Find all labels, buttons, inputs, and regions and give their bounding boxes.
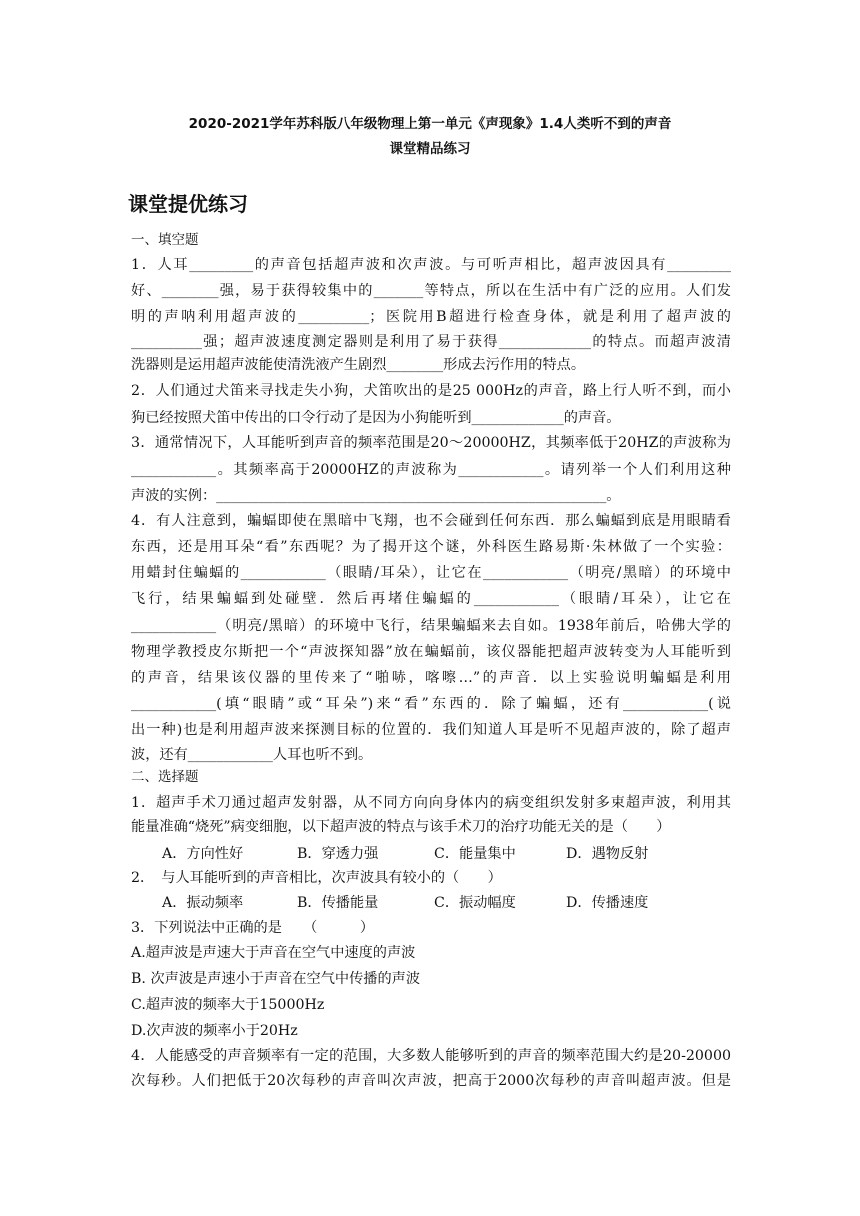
fill-line: 明的声呐利用超声波的__________；医院用B超进行检查身体，就是利用了超声波的: [131, 309, 731, 325]
fill-line: 洗器则是运用超声波能使清洗液产生剧烈________形成去污作用的特点。: [131, 357, 586, 373]
fill-line: ____________。其频率高于20000HZ的声波称为____________。请列举一个人们利用这种: [131, 462, 731, 478]
option-b: B．传播能量: [297, 895, 379, 911]
fill-line: 3．通常情况下，人耳能听到声音的频率范围是20～20000HZ，其频率低于20HZ的声波称为: [131, 435, 731, 451]
fill-line: ____________(填“眼睛”或“耳朵”)来“看”东西的．除了蝙蝠，还有____________(说: [131, 696, 731, 712]
fill-line: 好、________强，易于获得较集中的_______等特点，所以在生活中有广泛的应用。人们发: [131, 283, 731, 299]
fill-line: 声波的实例：_______________________________________________________。: [131, 488, 621, 504]
fill-line: 狗已经按照犬笛中传出的口令行动了是因为小狗能听到_____________的声音。: [131, 410, 621, 426]
option-d: D．传播速度: [566, 895, 649, 911]
fill-line: 的声音，结果该仪器的里传来了“啪哧，喀嚓…”的声音．以上实验说明蝙蝠是利用: [131, 670, 731, 686]
question-line: 次每秒。人们把低于20次每秒的声音叫次声波，把高于2000次每秒的声音叫超声波。但是: [131, 1073, 731, 1089]
option-b: B. 次声波是声速小于声音在空气中传播的声波: [131, 971, 421, 987]
part2-heading: 二、选择题: [131, 769, 199, 785]
q1-options: [162, 844, 722, 864]
option-a: A.超声波是声速大于声音在空气中速度的声波: [131, 945, 416, 961]
q2-options: [162, 893, 722, 913]
fill-line: 4．有人注意到，蝙蝠即使在黑暗中飞翔，也不会碰到任何东西．那么蝙蝠到底是用眼睛看: [131, 513, 731, 529]
option-b: B．穿透力强: [297, 846, 379, 862]
fill-line: 用蜡封住蝙蝠的____________（眼睛/耳朵），让它在____________（明亮/黑暗）的环境中: [131, 565, 731, 581]
fill-line: __________强；超声波速度测定器则是利用了易于获得_____________的特点。而超声波清: [131, 334, 731, 350]
question-line: 1．超声手术刀通过超声发射器，从不同方向向身体内的病变组织发射多束超声波，利用其: [131, 795, 731, 811]
question-line: 能量准确“烧死”病变细胞，以下超声波的特点与该手术刀的治疗功能无关的是（ ）: [131, 819, 671, 835]
fill-line: ____________（明亮/黑暗）的环境中飞行，结果蝙蝠来去自如。1938年前后，哈佛大学的: [131, 618, 731, 634]
fill-line: 物理学教授皮尔斯把一个“声波探知器”放在蝙蝠前，该仪器能把超声波转变为人耳能听到: [131, 644, 731, 660]
option-c: C.超声波的频率大于15000Hz: [131, 997, 325, 1013]
question-line: 4．人能感受的声音频率有一定的范围，大多数人能够听到的声音的频率范围大约是20-20000: [131, 1048, 731, 1064]
option-d: D.次声波的频率小于20Hz: [131, 1023, 298, 1039]
option-a: A．振动频率: [162, 895, 244, 911]
document-title-line2: 课堂精品练习: [389, 141, 471, 157]
option-c: C．能量集中: [434, 846, 516, 862]
fill-line: 出一种)也是利用超声波来探测目标的位置的．我们知道人耳是听不见超声波的，除了超声: [131, 722, 731, 738]
fill-line: 1．人耳_________的声音包括超声波和次声波。与可听声相比，超声波因具有_________: [131, 257, 731, 273]
fill-line: 波，还有____________人耳也听不到。: [131, 747, 373, 763]
document-title-line1: 2020-2021学年苏科版八年级物理上第一单元《声现象》1.4人类听不到的声音: [188, 116, 672, 132]
fill-line: 东西，还是用耳朵“看”东西呢？为了揭开这个谜，外科医生路易斯·朱林做了一个实验：: [131, 539, 731, 555]
option-d: D．遇物反射: [566, 846, 649, 862]
fill-line: 飞行，结果蝙蝠到处碰壁．然后再堵住蝙蝠的____________（眼睛/耳朵），让它在: [131, 591, 731, 607]
fill-line: 2．人们通过犬笛来寻找走失小狗，犬笛吹出的是25 000Hz的声音，路上行人听不到，而小: [131, 383, 731, 399]
question-line: 3．下列说法中正确的是 （ ）: [131, 920, 375, 936]
option-c: C．振动幅度: [434, 895, 516, 911]
option-a: A．方向性好: [162, 846, 244, 862]
question-line: 2． 与人耳能听到的声音相比，次声波具有较小的（ ）: [131, 870, 502, 886]
section-heading: 课堂提优练习: [128, 192, 248, 216]
part1-heading: 一、填空题: [131, 232, 199, 248]
